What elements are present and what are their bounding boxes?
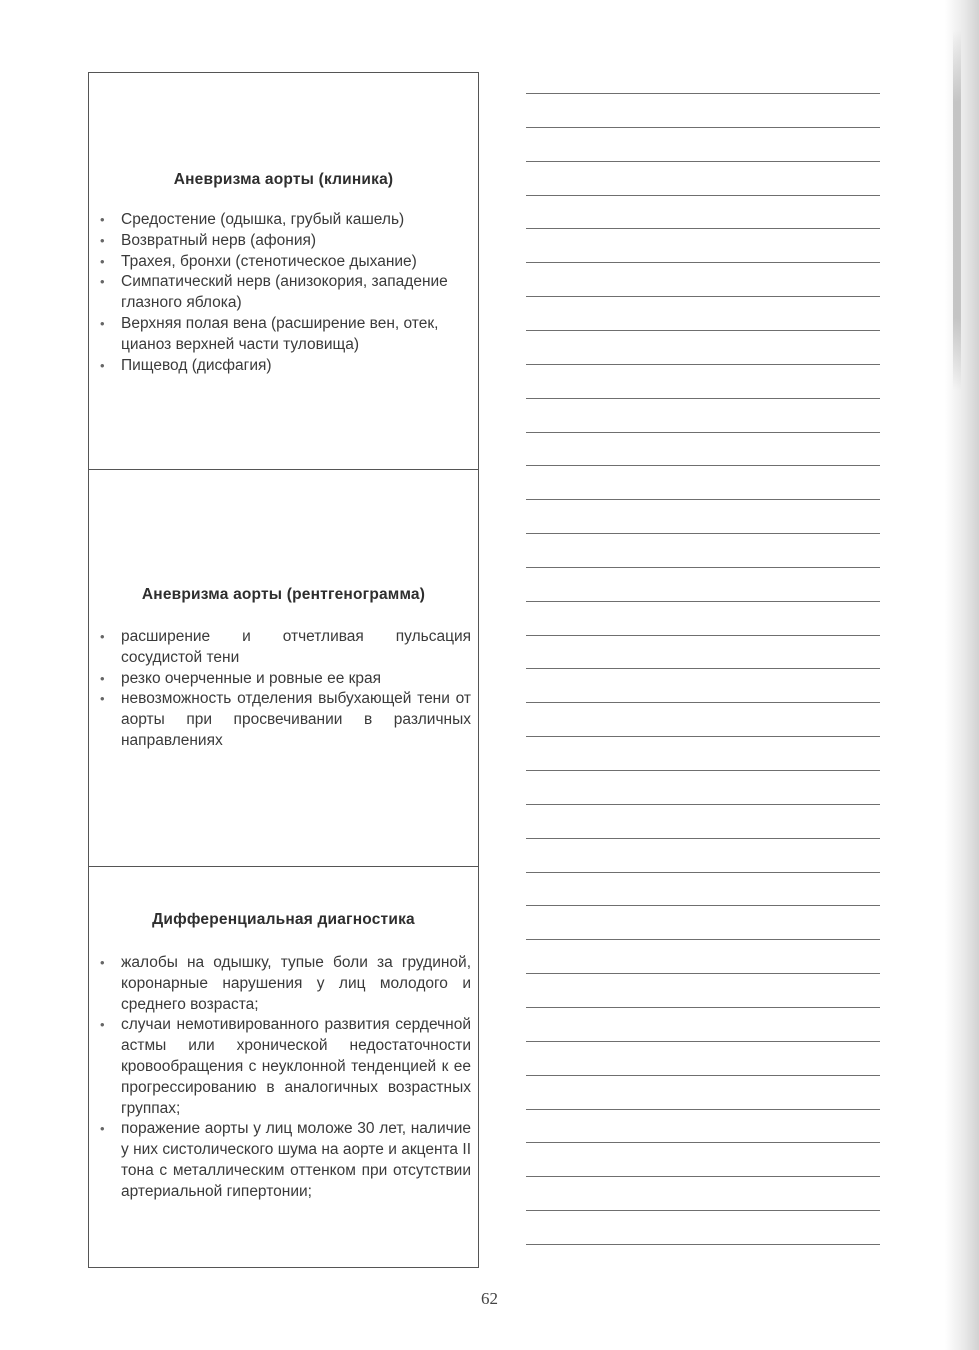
note-line bbox=[526, 804, 880, 805]
note-line bbox=[526, 973, 880, 974]
note-line bbox=[526, 195, 880, 196]
list-item: • Симпатический нерв (анизокория, западение глазного яблока) bbox=[97, 272, 471, 314]
note-line bbox=[526, 262, 880, 263]
card-aneurysm-clinic bbox=[89, 73, 478, 469]
note-line bbox=[526, 296, 880, 297]
flashcard-column bbox=[88, 72, 479, 1268]
note-line bbox=[526, 465, 880, 466]
bullet-list bbox=[97, 210, 471, 376]
note-line bbox=[526, 1007, 880, 1008]
note-line bbox=[526, 1210, 880, 1211]
bullet-list bbox=[97, 627, 471, 752]
list-item: • Возвратный нерв (афония) bbox=[97, 231, 471, 252]
note-line bbox=[526, 1142, 880, 1143]
note-line bbox=[526, 668, 880, 669]
list-item: • резко очерченные и ровные ее края bbox=[97, 669, 471, 690]
note-line bbox=[526, 905, 880, 906]
card-title: Аневризма аорты (рентгенограмма) bbox=[141, 586, 426, 603]
note-line bbox=[526, 770, 880, 771]
card-differential-diagnosis bbox=[89, 866, 478, 1267]
list-item: • Верхняя полая вена (расширение вен, отек, цианоз верхней части туловища) bbox=[97, 314, 471, 356]
note-line bbox=[526, 1109, 880, 1110]
note-line bbox=[526, 364, 880, 365]
note-line bbox=[526, 1041, 880, 1042]
list-item: • Средостение (одышка, грубый кашель) bbox=[97, 210, 471, 231]
scan-edge-shadow bbox=[945, 0, 979, 1350]
note-line bbox=[526, 1244, 880, 1245]
note-line bbox=[526, 330, 880, 331]
note-line bbox=[526, 838, 880, 839]
note-line bbox=[526, 736, 880, 737]
list-item: • жалобы на одышку, тупые боли за грудиной, коронарные нарушения у лиц молодого и среднего возраста; bbox=[97, 953, 471, 1015]
note-line bbox=[526, 635, 880, 636]
list-item: • случаи немотивированного развития сердечной астмы или хронической недостаточности кровообращения с неуклонной тенденцией к ее прогрессированию в аналогичных возрастных группах; bbox=[97, 1015, 471, 1119]
list-item: • невозможность отделения выбухающей тени от аорты при просвечивании в различных направлениях bbox=[97, 689, 471, 751]
note-line bbox=[526, 567, 880, 568]
list-item: • расширение и отчетливая пульсация сосудистой тени bbox=[97, 627, 471, 669]
note-line bbox=[526, 939, 880, 940]
note-line bbox=[526, 93, 880, 94]
note-line bbox=[526, 228, 880, 229]
note-line bbox=[526, 702, 880, 703]
card-title: Дифференциальная диагностика bbox=[152, 911, 415, 928]
list-item: • Пищевод (дисфагия) bbox=[97, 356, 471, 377]
scan-edge-mark bbox=[953, 30, 961, 390]
list-item: • поражение аорты у лиц моложе 30 лет, наличие у них систолического шума на аорте и акцента II тона с металлическим оттенком при отсутствии артериальной гипертонии; bbox=[97, 1119, 471, 1202]
note-line bbox=[526, 161, 880, 162]
note-line bbox=[526, 398, 880, 399]
page-number: 62 bbox=[481, 1289, 498, 1308]
note-line bbox=[526, 1176, 880, 1177]
note-line bbox=[526, 1075, 880, 1076]
card-title: Аневризма аорты (клиника) bbox=[173, 171, 394, 188]
bullet-list bbox=[97, 953, 471, 1203]
note-line bbox=[526, 872, 880, 873]
note-line bbox=[526, 533, 880, 534]
note-line bbox=[526, 432, 880, 433]
note-line bbox=[526, 499, 880, 500]
card-aneurysm-xray bbox=[89, 469, 478, 866]
note-line bbox=[526, 601, 880, 602]
list-item: • Трахея, бронхи (стенотическое дыхание) bbox=[97, 252, 471, 273]
note-line bbox=[526, 127, 880, 128]
